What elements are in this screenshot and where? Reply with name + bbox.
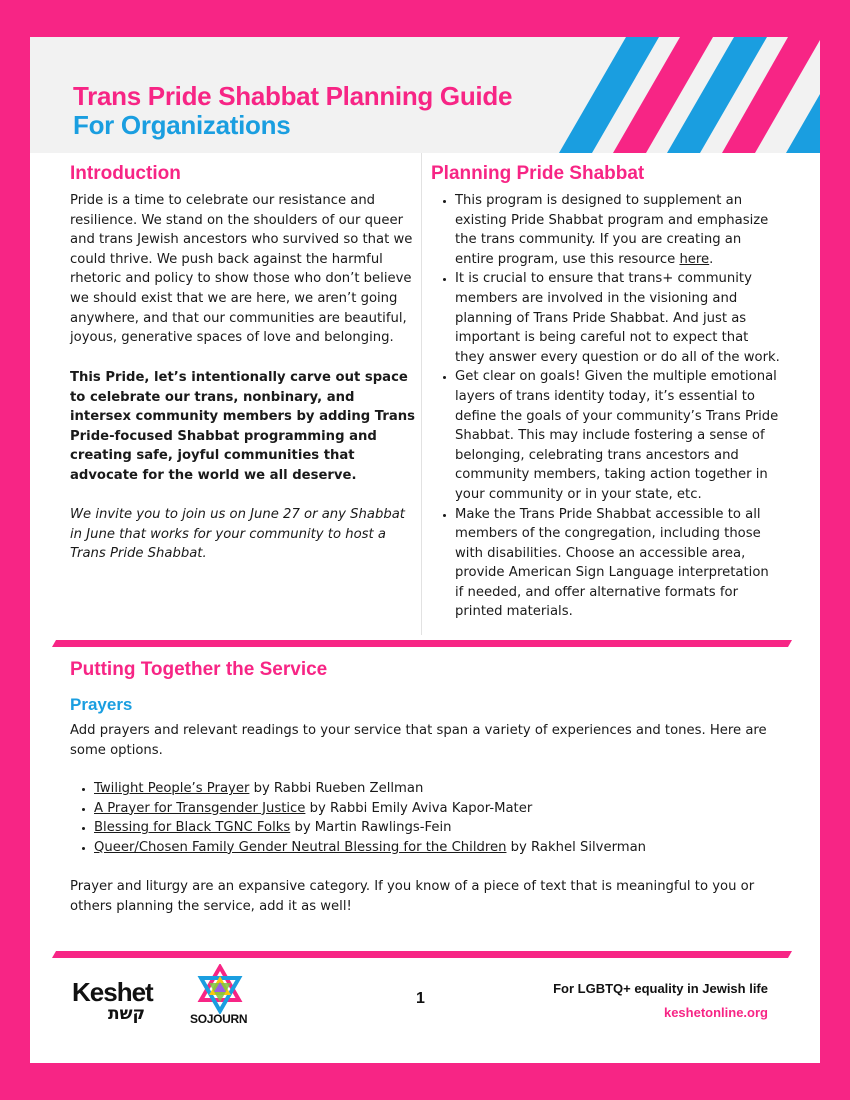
planning-item: • Get clear on goals! Given the multiple emotional layers of trans identity today, it’s essential to define the goals of your community’s Trans Pride Shabbat. This may include fostering a sense of belonging, celebrating trans ancestors and community members, taking action together in your community or in your state, etc. [455,367,781,504]
footer-divider [52,951,792,958]
page-number: 1 [416,990,425,1007]
intro-invite-paragraph: We invite you to join us on June 27 or any Shabbat in June that works for your community to host a Trans Pride Shabbat. [70,507,405,562]
document-page [30,37,820,1063]
footer-tagline: For LGBTQ+ equality in Jewish life [553,981,768,996]
sojourn-star-icon [195,964,245,1014]
intro-heading: Introduction [70,163,181,184]
planning-item: • This program is designed to supplement an existing Pride Shabbat program and emphasize the trans community. If you are creating an entire program, use this resource here. [455,191,781,269]
footer-website-link[interactable]: keshetonline.org [663,1005,768,1020]
planning-item: • It is crucial to ensure that trans+ community members are involved in the visioning and planning of Trans Pride Shabbat. And just as important is being careful not to expect that they answer every question or do all of the work. [455,269,781,367]
prayers-outro: Prayer and liturgy are an expansive category. If you know of a piece of text that is meaningful to you or others planning the service, add it as well! [70,879,755,914]
keshet-hebrew-logo: קשת [108,1004,146,1024]
prayer-list [70,779,794,857]
resource-link[interactable]: here [679,251,710,267]
prayer-link[interactable]: Blessing for Black TGNC Folks [94,820,291,836]
page-subtitle: For Organizations [73,110,291,140]
section-divider [52,640,792,647]
prayer-item: • Blessing for Black TGNC Folks by Martin Rawlings-Fein [94,818,794,838]
intro-paragraph: Pride is a time to celebrate our resistance and resilience. We stand on the shoulders of our queer and trans Jewish ancestors who survived so that we could thrive. We push back against the harmful rhetoric and policy to show those who don’t believe we should exist that we are here, we aren’t going anywhere, and that our communities are beautiful, joyous, generative spaces of love and belonging. [70,193,413,346]
prayers-intro: Add prayers and relevant readings to your service that span a variety of experiences and tones. Here are some options. [70,723,767,758]
intro-bold-paragraph: This Pride, let’s intentionally carve out space to celebrate our trans, nonbinary, and intersex community members by adding Trans Pride-focused Shabbat programming and creating safe, joyful communities that advocate for the world we all deserve. [70,370,415,483]
column-divider [421,153,422,635]
service-heading: Putting Together the Service [70,659,328,680]
prayers-heading: Prayers [70,695,133,714]
keshet-logo: Keshet [72,977,153,1007]
prayer-link[interactable]: Twilight People’s Prayer [94,781,250,796]
prayer-link[interactable]: Queer/Chosen Family Gender Neutral Blessing for the Children [94,839,507,855]
prayer-item: • Twilight People’s Prayer by Rabbi Rueben Zellman [94,779,794,799]
sojourn-logo: SOJOURN [190,1012,248,1026]
planning-list [431,191,781,622]
prayer-item: • A Prayer for Transgender Justice by Rabbi Emily Aviva Kapor-Mater [94,799,794,819]
header-banner [30,37,820,153]
page-title: Trans Pride Shabbat Planning Guide [73,81,513,111]
planning-heading: Planning Pride Shabbat [431,163,645,184]
planning-item: • Make the Trans Pride Shabbat accessible to all members of the congregation, including those with disabilities. Choose an accessible area, provide American Sign Language interpretation if needed, and offer alternative formats for printed materials. [455,505,781,623]
prayer-item: • Queer/Chosen Family Gender Neutral Blessing for the Children by Rakhel Silverman [94,838,794,858]
prayer-link[interactable]: A Prayer for Transgender Justice [94,800,306,816]
